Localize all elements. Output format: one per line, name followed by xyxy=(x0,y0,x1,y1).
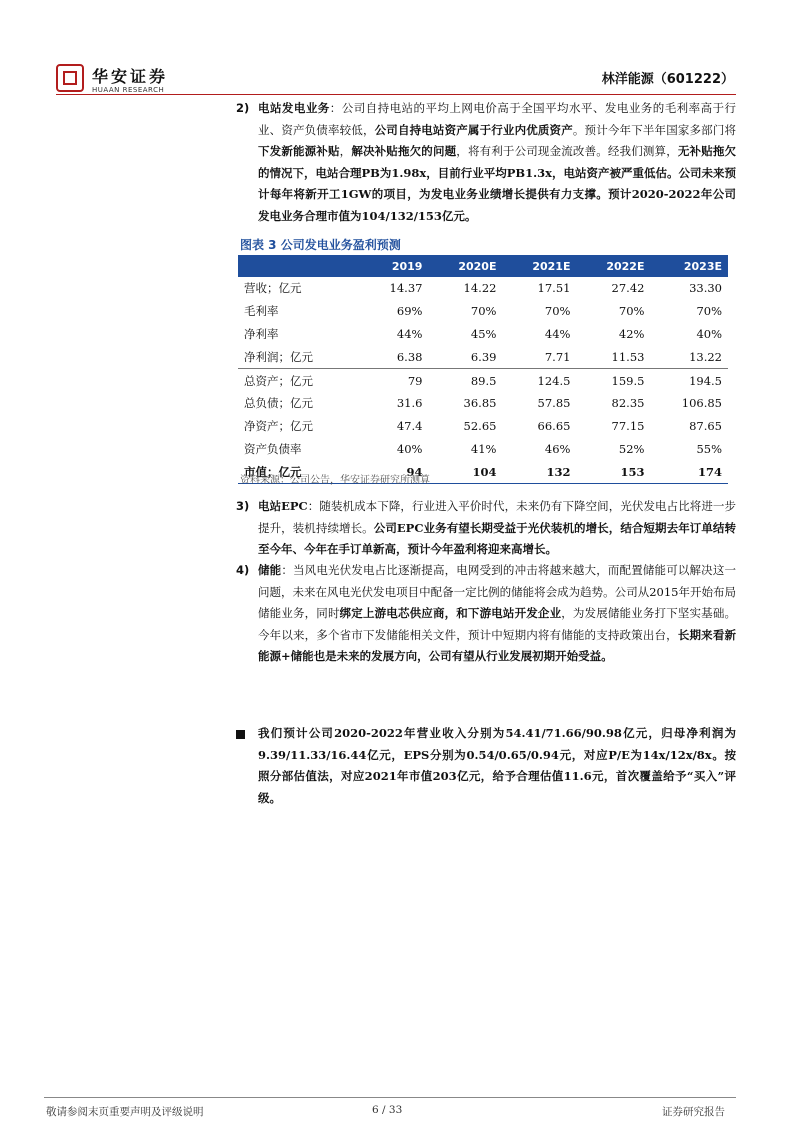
table-cell: 194.5 xyxy=(650,369,728,392)
row-label: 净资产；亿元 xyxy=(244,419,313,434)
section-4-bold-1: 绑定上游电芯供应商，和下游电站开发企业 xyxy=(339,606,562,620)
table-cell: 27.42 xyxy=(611,281,645,296)
table-cell: 174 xyxy=(650,460,728,483)
table-row xyxy=(238,392,728,415)
figure-title: 图表 3 公司发电业务盈利预测 xyxy=(240,238,401,252)
table-cell: 46% xyxy=(544,441,571,456)
table-cell: 52% xyxy=(618,441,645,456)
section-3-colon: ： xyxy=(307,499,320,513)
row-label: 净利率 xyxy=(244,326,279,341)
figure-source: 资料来源：公司公告，华安证券研究所测算 xyxy=(240,475,430,486)
table-cell: 17.51 xyxy=(537,281,571,296)
table-row xyxy=(238,345,728,368)
table-cell: 33.30 xyxy=(689,281,722,296)
table-cell: 13.22 xyxy=(689,349,722,364)
page-number: 6 / 33 xyxy=(372,1104,403,1116)
section-2-title: 电站发电业务 xyxy=(258,101,330,115)
row-label: 市值；亿元 xyxy=(238,460,363,483)
table-cell: 36.85 xyxy=(463,396,497,411)
table-cell: 11.53 xyxy=(611,349,645,364)
table-row xyxy=(238,415,728,438)
section-2-text-4: ，将有利于公司现金流改善。经我们测算， xyxy=(456,144,678,158)
table-cell: 69% xyxy=(396,304,423,319)
table-cell: 14.37 xyxy=(389,281,423,296)
section-4-text-1: 当风电光伏发电占比逐渐提高，电网受到的冲击将越来越大，而配置储能可以解决这一问题，未来在风电光伏发电项目中配备一定比例的储能将会成为趋势。公司从2015年开始布局储能业务，同时 xyxy=(258,563,737,620)
section-2-bold-3: 解决补贴拖欠的问题 xyxy=(351,144,457,158)
table-cell: 44% xyxy=(544,326,571,341)
table-cell: 42% xyxy=(618,326,645,341)
table-cell: 124.5 xyxy=(502,369,576,392)
table-cell: 104 xyxy=(428,460,502,483)
table-cell: 70% xyxy=(470,304,497,319)
table-header-cell: 2021E xyxy=(502,255,576,277)
section-2-number: 2) xyxy=(236,101,250,115)
table-cell: 70% xyxy=(618,304,645,319)
conclusion-paragraph: 我们预计公司2020-2022年营业收入分别为54.41/71.66/90.98亿元，归母净利润为9.39/11.33/16.44亿元，EPS分别为0.54/0.65/0.94元，对应P/E为14x/12x/8x。按照分部估值法，对应2021年市值203亿元，给予合理估值11.6元，首次覆盖给予“买入”评级。 xyxy=(258,726,736,805)
section-4-title: 储能 xyxy=(258,563,282,577)
table-row xyxy=(238,300,728,323)
table-cell: 31.6 xyxy=(396,396,423,411)
header-divider xyxy=(56,94,736,95)
section-3-number: 3) xyxy=(236,499,250,513)
table-header-cell: 2019 xyxy=(363,255,428,277)
table-cell: 14.22 xyxy=(463,281,497,296)
row-label: 总负债；亿元 xyxy=(244,396,313,411)
section-4-text-2: ，为发展储能业务打下坚实基础。今年以来，多个省市下发储能相关文件，预计中短期内将有储能的支持政策出台， xyxy=(258,606,737,642)
page-header xyxy=(56,62,736,100)
table-cell: 40% xyxy=(396,441,423,456)
row-label: 净利润；亿元 xyxy=(244,349,313,364)
table-row xyxy=(238,277,728,300)
table-cell: 106.85 xyxy=(681,396,722,411)
table-cell: 6.38 xyxy=(396,349,423,364)
table-cell: 70% xyxy=(544,304,571,319)
section-4-number: 4) xyxy=(236,563,250,577)
section-4-colon: ： xyxy=(281,563,293,577)
table-cell: 6.39 xyxy=(470,349,497,364)
huaan-logo-icon xyxy=(56,64,84,92)
section-2-text-2: 。预计今年下半年国家多部门将 xyxy=(572,122,737,137)
table-cell: 40% xyxy=(696,326,722,341)
section-2-colon: ： xyxy=(329,101,342,115)
table-row xyxy=(238,438,728,461)
table-cell: 7.71 xyxy=(544,349,571,364)
table-header-row xyxy=(238,255,728,277)
table-cell: 82.35 xyxy=(611,396,645,411)
section-2-bold-4: 无补贴拖欠的情况下，电站合理PB为1.98x，目前行业平均PB1.3x，电站资产被严重低估。公司未来预计每年将新开工1GW的项目，为发电业务业绩增长提供有力支撑。预计2020-2022年公司发电业务合理市值为104/132/153亿元。 xyxy=(258,144,737,223)
table-header-cell: 2022E xyxy=(576,255,650,277)
table-header-cell: 2023E xyxy=(650,255,728,277)
table-header-cell: 2020E xyxy=(428,255,502,277)
footer-disclaimer: 敬请参阅末页重要声明及评级说明 xyxy=(46,1106,204,1118)
table-cell: 44% xyxy=(396,326,423,341)
company-title: 林洋能源（601222） xyxy=(601,72,734,87)
row-label: 总资产；亿元 xyxy=(238,369,363,392)
table-cell: 94 xyxy=(363,460,428,483)
table-cell: 77.15 xyxy=(611,419,645,434)
table-cell: 45% xyxy=(470,326,497,341)
table-cell: 153 xyxy=(576,460,650,483)
square-bullet-icon xyxy=(236,730,245,739)
table-cell: 57.85 xyxy=(537,396,571,411)
footer-report-type: 证券研究报告 xyxy=(662,1106,725,1118)
section-3-title: 电站EPC xyxy=(258,499,308,513)
table-cell: 66.65 xyxy=(537,419,571,434)
table-cell: 47.4 xyxy=(396,419,423,434)
section-2-bold-1: 公司自持电站资产属于行业内优质资产 xyxy=(374,122,573,137)
profit-forecast-table xyxy=(238,255,728,484)
table-cell: 89.5 xyxy=(428,369,502,392)
table-cell: 52.65 xyxy=(463,419,497,434)
logo-text-en: HUAAN RESEARCH xyxy=(92,86,165,94)
table-cell: 55% xyxy=(696,441,722,456)
table-cell: 132 xyxy=(502,460,576,483)
row-label: 营收；亿元 xyxy=(244,281,302,296)
section-4-paragraph xyxy=(258,560,736,668)
table-header-cell xyxy=(238,255,363,277)
table-row xyxy=(238,323,728,346)
section-2-paragraph xyxy=(258,98,736,227)
table-cell: 41% xyxy=(470,441,497,456)
table-cell: 70% xyxy=(696,304,722,319)
row-label: 资产负债率 xyxy=(244,441,302,456)
row-label: 毛利率 xyxy=(244,304,279,319)
footer-divider xyxy=(44,1097,736,1098)
logo-text-cn: 华安证券 xyxy=(92,67,169,86)
section-3-text-1: 随装机成本下降，行业进入平价时代，未来仍有下降空间，光伏发电占比将进一步提升，装机持续增长。 xyxy=(258,499,736,535)
section-2-text-3: ， xyxy=(339,144,352,158)
table-row xyxy=(238,369,728,392)
section-2-text-1: 公司自持电站的平均上网电价高于全国平均水平、发电业务的毛利率高于行业、资产负债率较低， xyxy=(258,101,737,137)
section-2-bold-2: 下发新能源补贴 xyxy=(258,144,340,158)
table-cell: 87.65 xyxy=(689,419,722,434)
section-3-paragraph xyxy=(258,496,736,561)
section-4-bold-2: 长期来看新能源+储能也是未来的发展方向，公司有望从行业发展初期开始受益。 xyxy=(258,627,737,663)
table-cell: 159.5 xyxy=(576,369,650,392)
table-cell: 79 xyxy=(363,369,428,392)
section-3-bold-1: 公司EPC业务有望长期受益于光伏装机的增长，结合短期去年订单结转至今年、今年在手订单新高，预计今年盈利将迎来高增长。 xyxy=(258,520,737,556)
